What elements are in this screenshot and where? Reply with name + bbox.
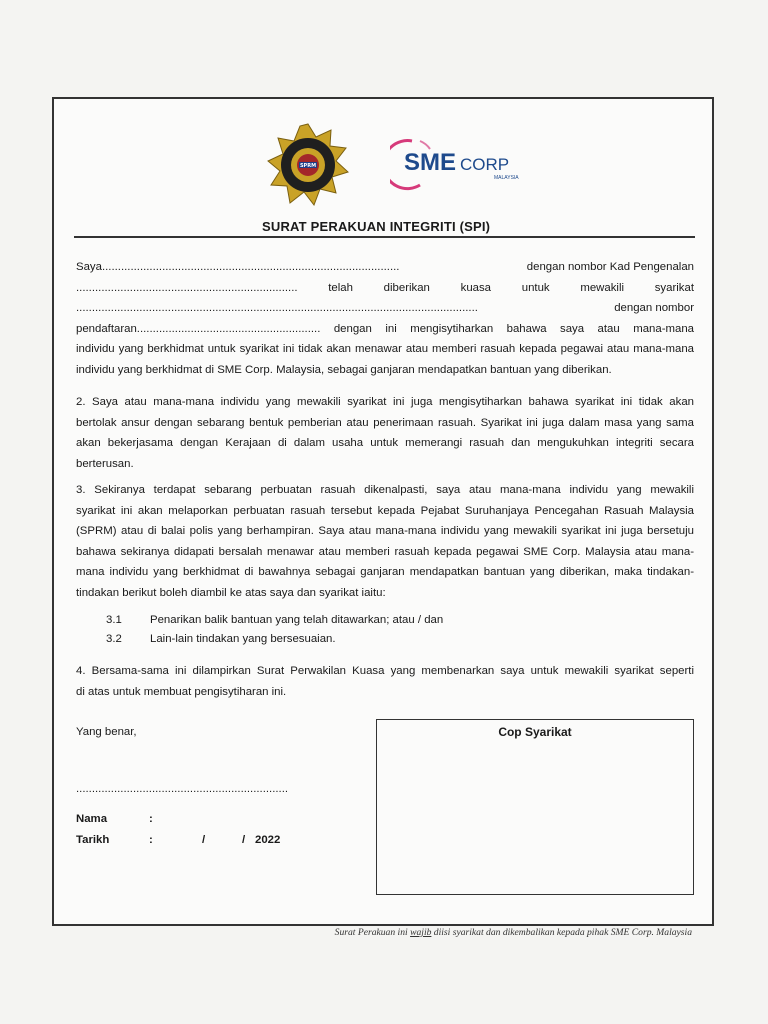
p1-word: telah — [328, 281, 353, 294]
date-label: Tarikh — [76, 834, 110, 846]
paragraph-1 — [76, 257, 694, 381]
p3-line: syarikat ini akan melaporkan perbuatan rasuah tersebut kepada Pejabat Suruhanjaya Pencegahan Rasuah Malaysia — [76, 504, 694, 517]
p1-word: mewakili — [580, 281, 625, 294]
document-title: SURAT PERAKUAN INTEGRITI (SPI) — [262, 219, 491, 234]
p3-line: mana individu yang berkhidmat di bawahnya sebagai ganjaran mendapatkan bantuan yang diberikan, maka tindakan- — [76, 566, 694, 579]
date-slash: / — [202, 834, 206, 846]
p1-line-4: pendaftaran.......................................................... dengan ini mengisytiharkan bahawa saya atau mana-mana — [76, 322, 694, 335]
corp-text: CORP — [460, 155, 510, 174]
p3-line: bahawa sekiranya didapati bersalah menawar atau memberi rasuah kepada pegawai SME Corp. Malaysia atau mana- — [76, 545, 694, 558]
company-fill-line[interactable]: ............................................................................................................................... — [76, 302, 478, 315]
ic-fill-line[interactable]: ...................................................................... — [76, 281, 298, 294]
title-divider — [74, 236, 695, 238]
item-text: Penarikan balik bantuan yang telah ditawarkan; atau / dan — [150, 614, 444, 626]
p3-line: 3. Sekiranya terdapat sebarang perbuatan rasuah dikenalpasti, saya atau mana-mana individu yang mewakili — [76, 484, 694, 496]
item-number: 3.2 — [106, 633, 122, 645]
p4-line: di atas untuk membuat pengisytiharan ini. — [76, 685, 287, 698]
p2-line: akan bekerjasama dengan Kerajaan di dalam usaha untuk memerangi rasuah dan mengukuhkan integriti secara — [76, 437, 694, 450]
malaysia-text: MALAYSIA — [494, 175, 519, 181]
p1-line-2 — [76, 278, 694, 299]
name-label: Nama — [76, 813, 108, 825]
p1-line-5: individu yang berkhidmat untuk syarikat ini tidak akan menawar atau memberi rasuah kepada pegawai atau mana-mana — [76, 343, 694, 356]
p1-line-1 — [76, 257, 694, 278]
signature-line[interactable]: ................................................................... — [76, 783, 289, 795]
footnote-emphasis: wajib — [410, 927, 432, 938]
sme-text: SME — [404, 149, 457, 176]
p1-line-6: individu yang berkhidmat di SME Corp. Malaysia, sebagai ganjaran mendapatkan bantuan yang diberikan. — [76, 363, 612, 376]
footnote — [335, 927, 692, 938]
closing-text: Yang benar, — [76, 726, 137, 738]
name-fill-line[interactable]: Saya.............................................................................................. — [76, 261, 400, 273]
date-colon: : — [149, 834, 153, 846]
name-colon: : — [149, 813, 153, 825]
item-number: 3.1 — [106, 614, 122, 626]
p2-line: 2. Saya atau mana-mana individu yang mewakili syarikat ini juga mengisytiharkan bahawa syarikat ini tidak akan — [76, 396, 694, 408]
paragraph-2 — [76, 392, 694, 474]
emblem-text: SPRM — [299, 163, 317, 169]
sprm-emblem-logo — [266, 123, 350, 207]
p1-word: diberikan — [383, 281, 430, 294]
date-year: 2022 — [255, 834, 281, 846]
p2-line: berterusan. — [76, 457, 134, 470]
item-text: Lain-lain tindakan yang bersesuaian. — [150, 633, 336, 645]
p4-line: 4. Bersama-sama ini dilampirkan Surat Perwakilan Kuasa yang membenarkan saya untuk mewakili syarikat seperti — [76, 665, 694, 677]
p1-word: kuasa — [460, 281, 492, 294]
p1-text: dengan nombor Kad Pengenalan — [526, 261, 694, 273]
footnote-text: diisi syarikat dan dikembalikan kepada pihak SME Corp. Malaysia — [431, 927, 692, 938]
p3-line: tindakan berikut boleh diambil ke atas saya dan syarikat iaitu: — [76, 586, 386, 599]
paragraph-3 — [76, 480, 694, 604]
footnote-text: Surat Perakuan ini — [334, 927, 411, 938]
sme-corp-logo — [390, 135, 530, 191]
p3-line: (SPRM) atau di balai polis yang berhampiran. Saya atau mana-mana individu yang mewakili syarikat ini juga bersetuju — [76, 525, 694, 538]
document-page — [52, 97, 714, 938]
stamp-box-title: Cop Syarikat — [498, 725, 572, 739]
p1-word: untuk — [521, 281, 550, 294]
company-stamp-box[interactable] — [376, 719, 694, 895]
p1-line-3 — [76, 298, 694, 319]
date-slash: / — [242, 834, 246, 846]
p1-word: syarikat — [654, 281, 694, 294]
p2-line: bertolak ansur dengan sebarang bentuk pemberian atau penerimaan rasuah. Syarikat ini juga dalam masa yang sama — [76, 416, 694, 429]
paragraph-4 — [76, 661, 694, 702]
p1-text: dengan nombor — [614, 302, 694, 315]
